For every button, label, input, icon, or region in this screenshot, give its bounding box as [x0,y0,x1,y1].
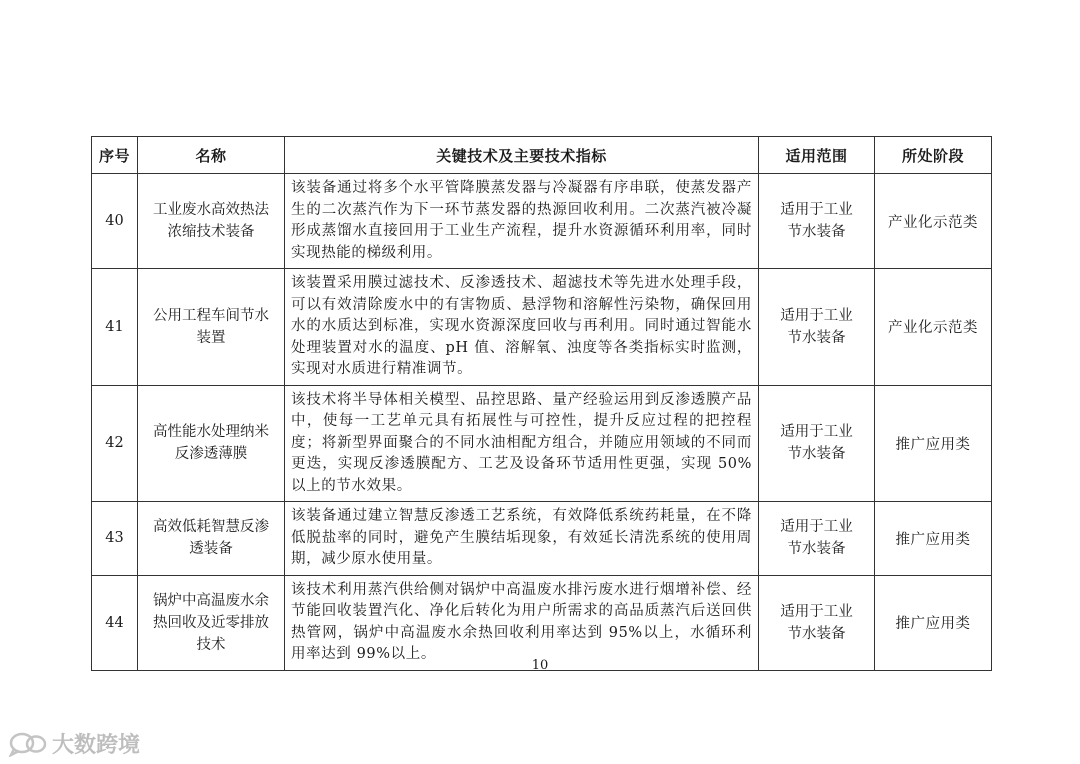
row-name: 高效低耗智慧反渗透装备 [138,502,285,576]
row-name: 锅炉中高温废水余热回收及近零排放技术 [138,575,285,670]
row-number: 43 [92,502,138,576]
header-name: 名称 [138,137,285,174]
row-description: 该装置采用膜过滤技术、反渗透技术、超滤技术等先进水处理手段，可以有效清除废水中的有害物质、悬浮物和溶解性污染物，确保回用水的水质达到标准，实现水资源深度回收与再利用。同时通过智能水处理装置对水的温度、pH 值、溶解氧、浊度等各类指标实时监测，实现对水质进行精准调节。 [285,269,759,386]
header-serial-number: 序号 [92,137,138,174]
row-description: 该技术利用蒸汽供给侧对锅炉中高温废水排污废水进行烟增补偿、经节能回收装置汽化、净化后转化为用户所需求的高品质蒸汽后送回供热管网，锅炉中高温废水余热回收利用率达到 95%以上，水循环利用率达到 99%以上。 [285,575,759,670]
row-scope: 适用于工业节水装备 [759,502,875,576]
row-number: 40 [92,174,138,269]
table-row [92,575,992,670]
row-stage: 推广应用类 [875,502,992,576]
row-description: 该技术将半导体相关模型、品控思路、量产经验运用到反渗透膜产品中，使每一工艺单元具有拓展性与可控性，提升反应过程的把控程度；将新型界面聚合的不同水油相配方组合，并随应用领域的不同而更迭，实现反渗透膜配方、工艺及设备环节适用性更强，实现 50%以上的节水效果。 [285,385,759,502]
table-header-row [92,137,992,174]
row-stage: 产业化示范类 [875,269,992,386]
header-scope: 适用范围 [759,137,875,174]
row-number: 42 [92,385,138,502]
page-number: 10 [531,658,549,673]
watermark [8,728,140,759]
table-row [92,269,992,386]
row-scope: 适用于工业节水装备 [759,575,875,670]
technology-catalog-table [91,136,992,671]
chat-bubbles-icon [8,731,48,757]
row-number: 44 [92,575,138,670]
header-key-technology: 关键技术及主要技术指标 [285,137,759,174]
row-scope: 适用于工业节水装备 [759,385,875,502]
row-number: 41 [92,269,138,386]
row-stage: 推广应用类 [875,385,992,502]
row-scope: 适用于工业节水装备 [759,269,875,386]
table-row [92,385,992,502]
row-name: 工业废水高效热法浓缩技术装备 [138,174,285,269]
row-description: 该装备通过建立智慧反渗透工艺系统，有效降低系统药耗量，在不降低脱盐率的同时，避免产生膜结垢现象，有效延长清洗系统的使用周期，减少原水使用量。 [285,502,759,576]
row-description: 该装备通过将多个水平管降膜蒸发器与冷凝器有序串联，使蒸发器产生的二次蒸汽作为下一环节蒸发器的热源回收利用。二次蒸汽被冷凝形成蒸馏水直接回用于工业生产流程，提升水资源循环利用率，同时实现热能的梯级利用。 [285,174,759,269]
row-stage: 推广应用类 [875,575,992,670]
row-scope: 适用于工业节水装备 [759,174,875,269]
header-stage: 所处阶段 [875,137,992,174]
table-row [92,502,992,576]
table-row [92,174,992,269]
row-name: 公用工程车间节水装置 [138,269,285,386]
watermark-text: 大数跨境 [52,733,141,758]
row-stage: 产业化示范类 [875,174,992,269]
row-name: 高性能水处理纳米反渗透薄膜 [138,385,285,502]
